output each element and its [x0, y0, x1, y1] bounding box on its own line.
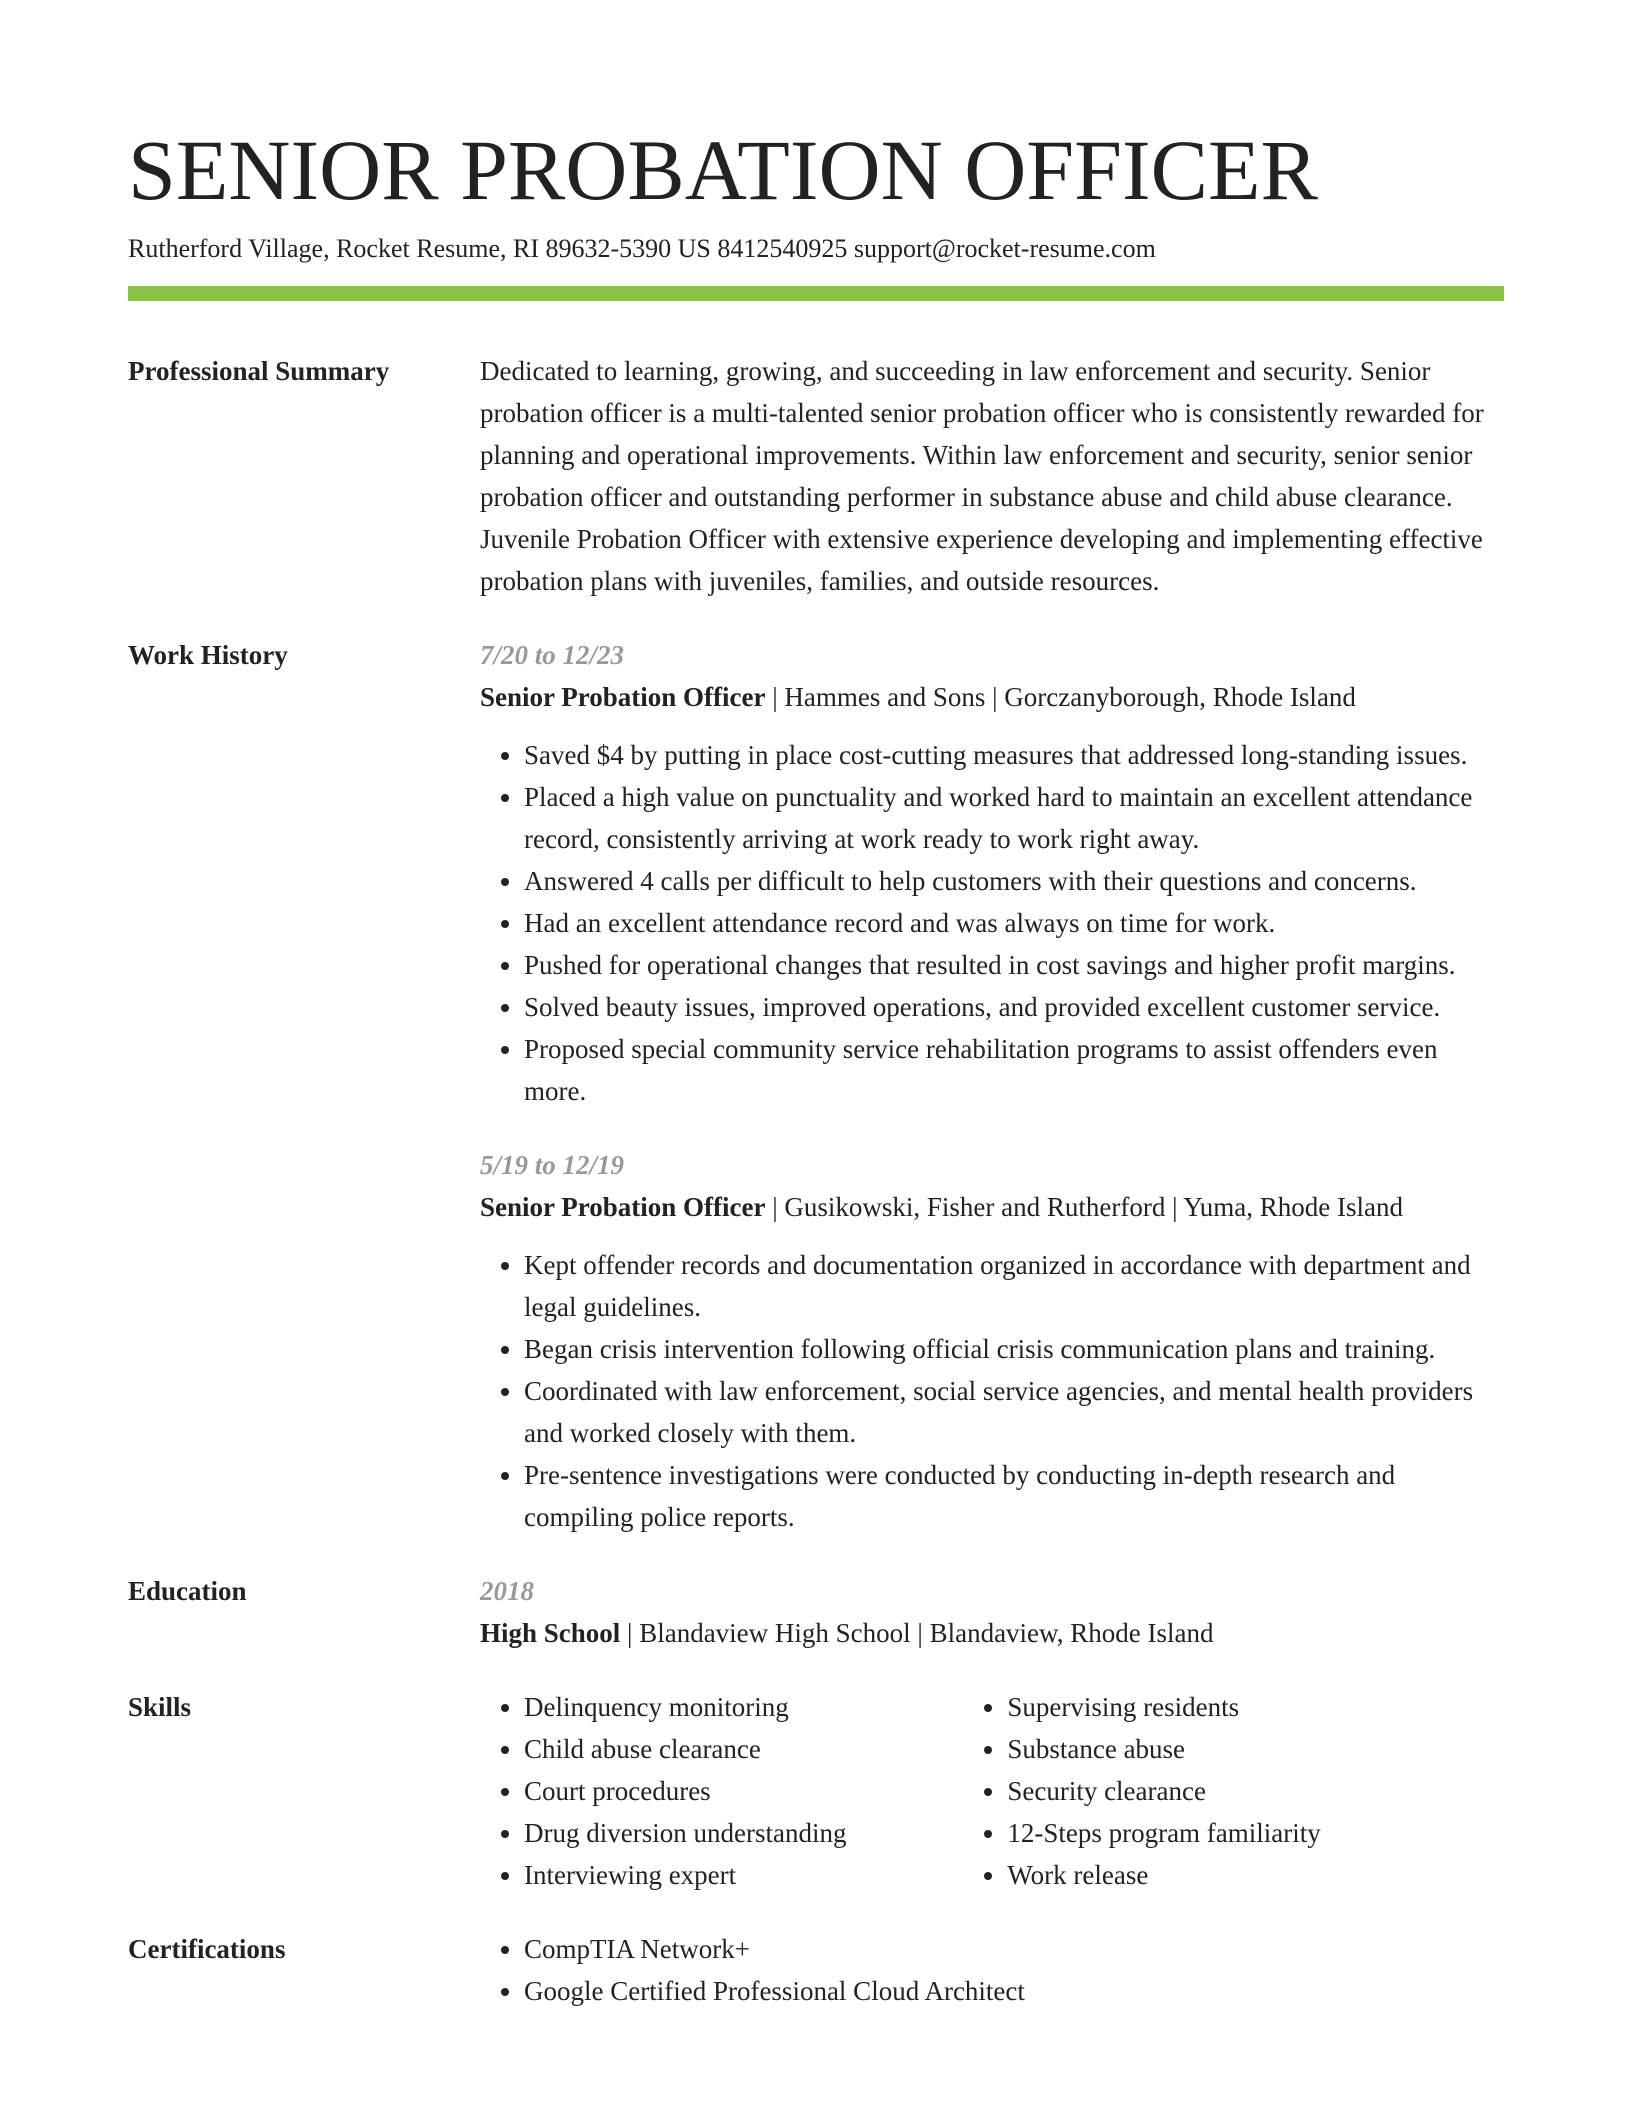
list-item: • Interviewing expert	[524, 1854, 963, 1896]
list-item: • Proposed special community service rehabilitation programs to assist offenders even more.	[524, 1028, 1504, 1112]
list-item: • Placed a high value on punctuality and worked hard to maintain an excellent attendance record, consistently arriving at work ready to work right away.	[524, 776, 1504, 860]
education-heading	[480, 1612, 1504, 1654]
list-item: • Google Certified Professional Cloud Architect	[524, 1970, 1504, 2012]
job-bullets	[480, 734, 1504, 1112]
section-label-certifications: Certifications	[128, 1934, 286, 1964]
list-item: • Began crisis intervention following official crisis communication plans and training.	[524, 1328, 1504, 1370]
list-item: • Saved $4 by putting in place cost-cutting measures that addressed long-standing issues.	[524, 734, 1504, 776]
list-item: • Solved beauty issues, improved operations, and provided excellent customer service.	[524, 986, 1504, 1028]
job-heading	[480, 1186, 1504, 1228]
education-degree: High School	[480, 1618, 621, 1648]
job-bullets	[480, 1244, 1504, 1538]
list-item: • Child abuse clearance	[524, 1728, 963, 1770]
summary-body	[480, 350, 1504, 602]
certifications-list	[480, 1928, 1504, 2012]
list-item: • Delinquency monitoring	[524, 1686, 963, 1728]
list-item: • Work release	[1007, 1854, 1504, 1896]
work-history-body	[480, 634, 1504, 1538]
job-entry	[480, 634, 1504, 1112]
list-item: • 12-Steps program familiarity	[1007, 1812, 1504, 1854]
skills-list-left	[480, 1686, 963, 1896]
job-details: | Hammes and Sons | Gorczanyborough, Rhode Island	[765, 682, 1356, 712]
list-item: • Had an excellent attendance record and was always on time for work.	[524, 902, 1504, 944]
skills-body	[480, 1686, 1504, 1896]
certifications-body	[480, 1928, 1504, 2012]
skills-list-right	[963, 1686, 1504, 1896]
section-label-summary: Professional Summary	[128, 356, 390, 386]
education-details: | Blandaview High School | Blandaview, Rhode Island	[620, 1618, 1214, 1648]
list-item: • Kept offender records and documentation organized in accordance with department and legal guidelines.	[524, 1244, 1504, 1328]
section-certifications	[128, 1928, 1504, 2012]
resume-content	[128, 350, 1504, 2044]
skills-grid	[480, 1686, 1504, 1896]
job-details: | Gusikowski, Fisher and Rutherford | Yuma, Rhode Island	[765, 1192, 1403, 1222]
list-item: • Pre-sentence investigations were conducted by conducting in-depth research and compiling police reports.	[524, 1454, 1504, 1538]
candidate-title: SENIOR PROBATION OFFICER	[128, 122, 1318, 218]
section-label-skills: Skills	[128, 1692, 192, 1722]
list-item: • Pushed for operational changes that resulted in cost savings and higher profit margins.	[524, 944, 1504, 986]
summary-text: Dedicated to learning, growing, and succeeding in law enforcement and security. Senior probation officer is a multi-talented senior probation officer who is consistently rewarded for planning and operational improvements. Within law enforcement and security, senior senior probation officer and outstanding performer in substance abuse and child abuse clearance. Juvenile Probation Officer with extensive experience developing and implementing effective probation plans with juveniles, families, and outside resources.	[480, 356, 1484, 596]
list-item: • Court procedures	[524, 1770, 963, 1812]
list-item: • Drug diversion understanding	[524, 1812, 963, 1854]
section-work-history	[128, 634, 1504, 1538]
list-item: • Substance abuse	[1007, 1728, 1504, 1770]
contact-info: Rutherford Village, Rocket Resume, RI 89632-5390 US 8412540925 support@rocket-resume.com	[128, 234, 1156, 263]
header-divider	[128, 286, 1504, 301]
job-dates: 5/19 to 12/19	[480, 1150, 625, 1180]
section-summary	[128, 350, 1504, 602]
list-item: • CompTIA Network+	[524, 1928, 1504, 1970]
job-dates: 7/20 to 12/23	[480, 640, 625, 670]
education-body	[480, 1570, 1504, 1654]
list-item: • Coordinated with law enforcement, social service agencies, and mental health providers and worked closely with them.	[524, 1370, 1504, 1454]
list-item: • Supervising residents	[1007, 1686, 1504, 1728]
section-label-education: Education	[128, 1576, 247, 1606]
list-item: • Security clearance	[1007, 1770, 1504, 1812]
job-heading	[480, 676, 1504, 718]
job-title: Senior Probation Officer	[480, 1192, 766, 1222]
list-item: • Answered 4 calls per difficult to help customers with their questions and concerns.	[524, 860, 1504, 902]
job-entry	[480, 1144, 1504, 1538]
job-title: Senior Probation Officer	[480, 682, 766, 712]
education-year: 2018	[480, 1576, 534, 1606]
section-skills	[128, 1686, 1504, 1896]
section-label-work-history: Work History	[128, 640, 288, 670]
section-education	[128, 1570, 1504, 1654]
